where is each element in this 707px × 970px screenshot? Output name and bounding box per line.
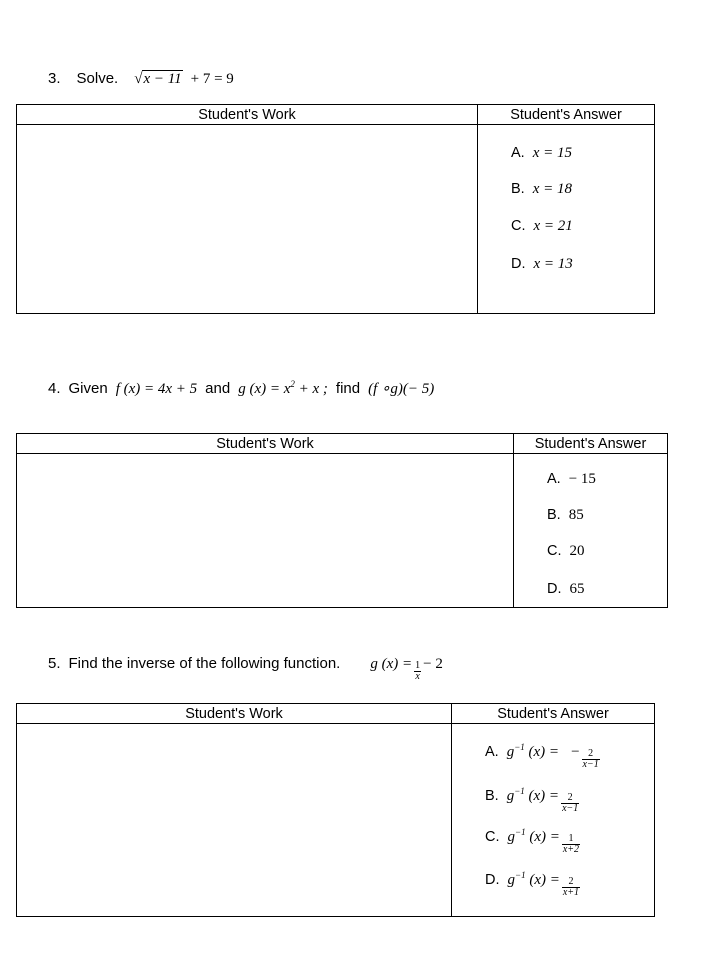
question-4-prompt	[48, 379, 434, 398]
option-b[interactable]: B. x = 18	[511, 181, 572, 197]
answer-area	[478, 125, 655, 314]
question-instruction: Given	[68, 380, 108, 397]
option-b[interactable]: B. $g^{-1}$ (x) = $\frac{2}{x-1}$	[485, 786, 579, 814]
question-instruction: Find the inverse of the following function.	[68, 655, 341, 672]
option-c[interactable]: C. 20	[547, 543, 585, 559]
and-word: and	[205, 380, 231, 397]
answer-header: Student's Answer	[514, 434, 668, 454]
answer-header: Student's Answer	[452, 704, 655, 724]
f-definition: f (x) = 4x + 5	[115, 381, 198, 397]
question-3-table	[16, 104, 655, 314]
question-instruction: Solve.	[76, 70, 119, 87]
work-header: Student's Work	[17, 704, 452, 724]
answer-header: Student's Answer	[478, 105, 655, 125]
equation-tail: + 7 = 9	[190, 71, 234, 87]
question-number: 3.	[48, 70, 61, 87]
question-5-table	[16, 703, 655, 917]
composition-expression: (f ∘g)(− 5)	[368, 381, 435, 397]
option-c[interactable]: C. x = 21	[511, 218, 573, 234]
option-d[interactable]: D. x = 13	[511, 256, 573, 272]
function-fraction: $\frac{1}{x}$	[415, 660, 421, 682]
option-b[interactable]: B. 85	[547, 507, 584, 523]
question-5-prompt	[48, 655, 443, 682]
g-definition: g $(x) = x^2 + x$ ;	[238, 379, 328, 397]
work-area[interactable]	[17, 724, 452, 917]
answer-area	[452, 724, 655, 917]
question-number: 5.	[48, 655, 61, 672]
question-4-table	[16, 433, 668, 608]
option-a[interactable]: A. x = 15	[511, 145, 572, 161]
work-header: Student's Work	[17, 434, 514, 454]
function-lhs: g (x) =	[370, 656, 413, 672]
option-a[interactable]: A. − 15	[547, 471, 596, 487]
option-d[interactable]: D. 65	[547, 581, 585, 597]
square-root-icon: √	[134, 71, 143, 87]
question-3-prompt	[48, 70, 234, 88]
find-word: find	[335, 380, 361, 397]
work-area[interactable]	[17, 125, 478, 314]
function-tail: − 2	[423, 656, 443, 672]
question-number: 4.	[48, 380, 61, 397]
work-header: Student's Work	[17, 105, 478, 125]
radical-expression: √ x − 11	[134, 71, 182, 87]
option-c[interactable]: C. $g^{-1}$ (x) = $\frac{1}{x+2}$	[485, 827, 580, 855]
work-area[interactable]	[17, 454, 514, 608]
option-d[interactable]: D. $g^{-1}$ (x) = $\frac{2}{x+1}$	[485, 870, 580, 898]
answer-area	[514, 454, 668, 608]
option-a[interactable]: A. $g^{-1}$ (x) = − $\frac{2}{x-1}$	[485, 742, 599, 770]
